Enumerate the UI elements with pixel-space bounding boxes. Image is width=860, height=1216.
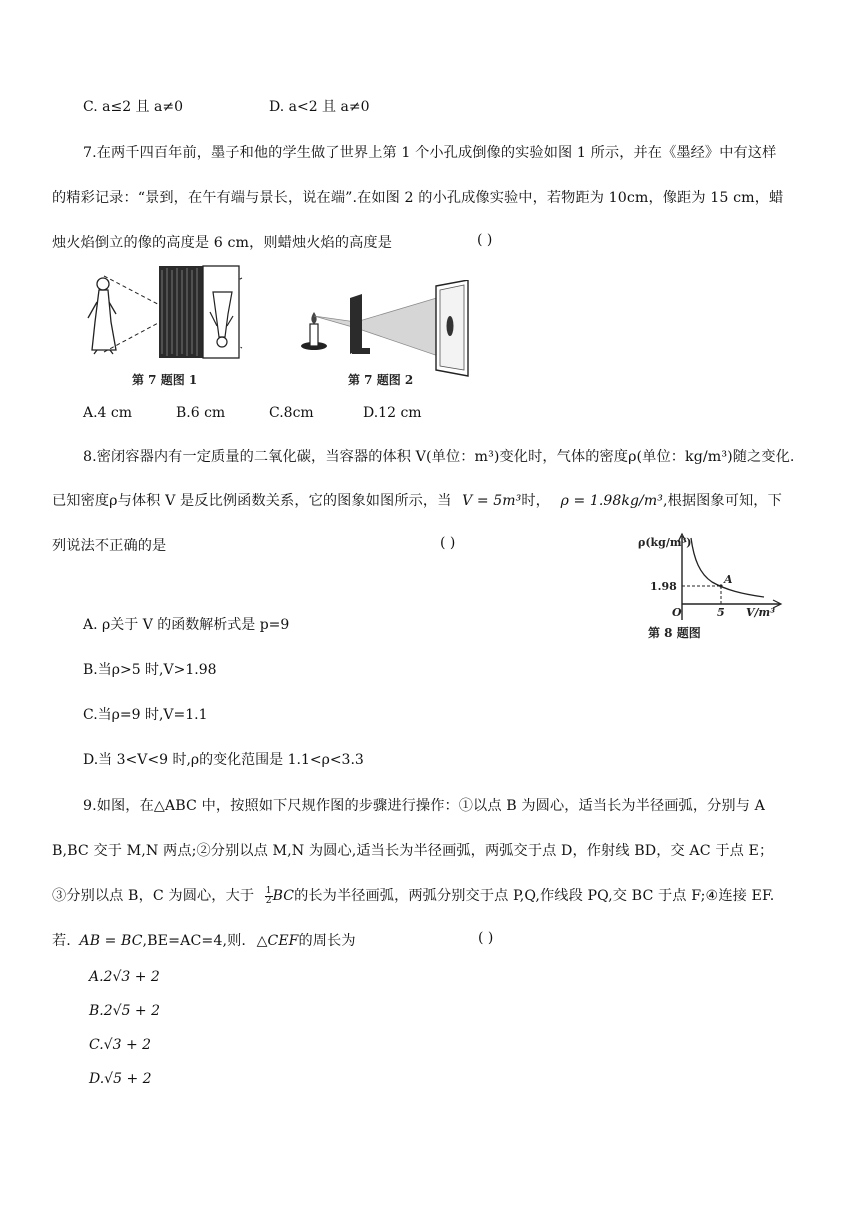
q7-option-a: A.4 cm bbox=[83, 405, 133, 421]
q9-option-d: D.√5 + 2 bbox=[89, 1071, 152, 1087]
q9-text-line3 bbox=[52, 885, 774, 906]
q7-figure-2 bbox=[290, 280, 475, 392]
q8-option-b: B.当ρ>5 时,V>1.98 bbox=[83, 662, 217, 678]
q9-text-line4a: 若. bbox=[52, 933, 71, 949]
q9-math-triangle: △CEF bbox=[256, 933, 299, 949]
q9-fraction-num: 1 bbox=[265, 885, 272, 896]
hyperbola-curve bbox=[691, 538, 764, 597]
q8-text-line2c: ,根据图象可知，下 bbox=[662, 493, 782, 509]
q7-text-line2: 的精彩记录：“景到，在午有端与景长，说在端”.在如图 2 的小孔成像实验中，若物距为 10cm，像距为 15 cm，蜡 bbox=[52, 190, 784, 206]
q9-text-line4b: ,BE=AC=4,则. bbox=[142, 933, 247, 949]
point-a-label: A bbox=[724, 573, 733, 586]
q8-text-line1: 8.密闭容器内有一定质量的二氧化碳，当容器的体积 V(单位：m³)变化时，气体的密度ρ(单位：kg/m³)随之变化. bbox=[83, 449, 795, 465]
q9-math-bc: BC bbox=[272, 888, 295, 904]
q9-text-line2: B,BC 交于 M,N 两点;②分别以点 M,N 为圆心,适当长为半径画弧，两弧交于点 D，作射线 BD，交 AC 于点 E； bbox=[52, 843, 774, 859]
q8-math-density: ρ = 1.98kg/m³ bbox=[560, 493, 663, 509]
q9-fraction-den: 2 bbox=[265, 895, 272, 906]
q7-answer-paren: ( ) bbox=[477, 232, 493, 248]
q9-text-line3b: 的长为半径画弧，两弧分别交于点 P,Q,作线段 PQ,交 BC 于点 F;④连接 EF. bbox=[294, 888, 775, 904]
q7-option-c: C.8cm bbox=[269, 405, 314, 421]
q9-option-c: C.√3 + 2 bbox=[89, 1037, 152, 1053]
q7-figure-1 bbox=[80, 262, 250, 392]
y-tick-label: 1.98 bbox=[650, 580, 677, 593]
x-axis-label: V/m³ bbox=[746, 606, 776, 619]
q9-option-b: B.2√5 + 2 bbox=[89, 1003, 161, 1019]
q8-option-c: C.当ρ=9 时,V=1.1 bbox=[83, 707, 208, 723]
q8-answer-paren: ( ) bbox=[440, 535, 456, 551]
q8-option-a: A. ρ关于 V 的函数解析式是 p=9 bbox=[83, 617, 290, 633]
q8-text-line2 bbox=[52, 490, 782, 510]
origin-label: O bbox=[672, 606, 682, 619]
q7-option-b: B.6 cm bbox=[176, 405, 226, 421]
person-upright-icon bbox=[88, 278, 116, 354]
q8-math-volume: V = 5m³ bbox=[462, 493, 522, 509]
q9-text-line1: 9.如图，在△ABC 中，按照如下尺规作图的步骤进行操作：①以点 B 为圆心，适当长为半径画弧，分别与 A bbox=[83, 798, 765, 814]
q6-option-d: D. a<2 且 a≠0 bbox=[269, 99, 370, 115]
q9-text-line4c: 的周长为 bbox=[298, 933, 356, 949]
q8-graph-caption: 第 8 题图 bbox=[648, 626, 701, 640]
q7-text-line1: 7.在两千四百年前，墨子和他的学生做了世界上第 1 个小孔成倒像的实验如图 1 所示，并在《墨经》中有这样 bbox=[83, 145, 777, 161]
q8-graph bbox=[630, 530, 788, 644]
q9-answer-paren: ( ) bbox=[478, 930, 494, 946]
y-axis-label: ρ(kg/m³) bbox=[638, 536, 692, 549]
q8-text-line2a: 已知密度ρ与体积 V 是反比例函数关系，它的图象如图所示，当 bbox=[52, 493, 452, 509]
x-tick-label: 5 bbox=[717, 606, 725, 619]
q6-option-c: C. a≤2 且 a≠0 bbox=[83, 99, 183, 115]
point-a-marker bbox=[719, 584, 722, 587]
q9-text-line4 bbox=[52, 930, 356, 950]
q9-text-line3a: ③分别以点 B，C 为圆心，大于 bbox=[52, 888, 255, 904]
q7-figure-1-caption: 第 7 题图 1 bbox=[132, 373, 198, 387]
q8-text-line2b: 时， bbox=[521, 493, 550, 509]
q8-text-line3: 列说法不正确的是 bbox=[52, 538, 167, 554]
q9-option-a: A.2√3 + 2 bbox=[89, 969, 160, 985]
q7-text-line3: 烛火焰倒立的像的高度是 6 cm，则蜡烛火焰的高度是 bbox=[52, 235, 392, 251]
q9-math-ab-bc: AB = BC bbox=[79, 933, 143, 949]
q7-option-d: D.12 cm bbox=[363, 405, 422, 421]
q7-figure-2-caption: 第 7 题图 2 bbox=[348, 373, 414, 387]
q8-option-d: D.当 3<V<9 时,ρ的变化范围是 1.1<ρ<3.3 bbox=[83, 752, 364, 768]
q9-fraction bbox=[265, 887, 273, 906]
